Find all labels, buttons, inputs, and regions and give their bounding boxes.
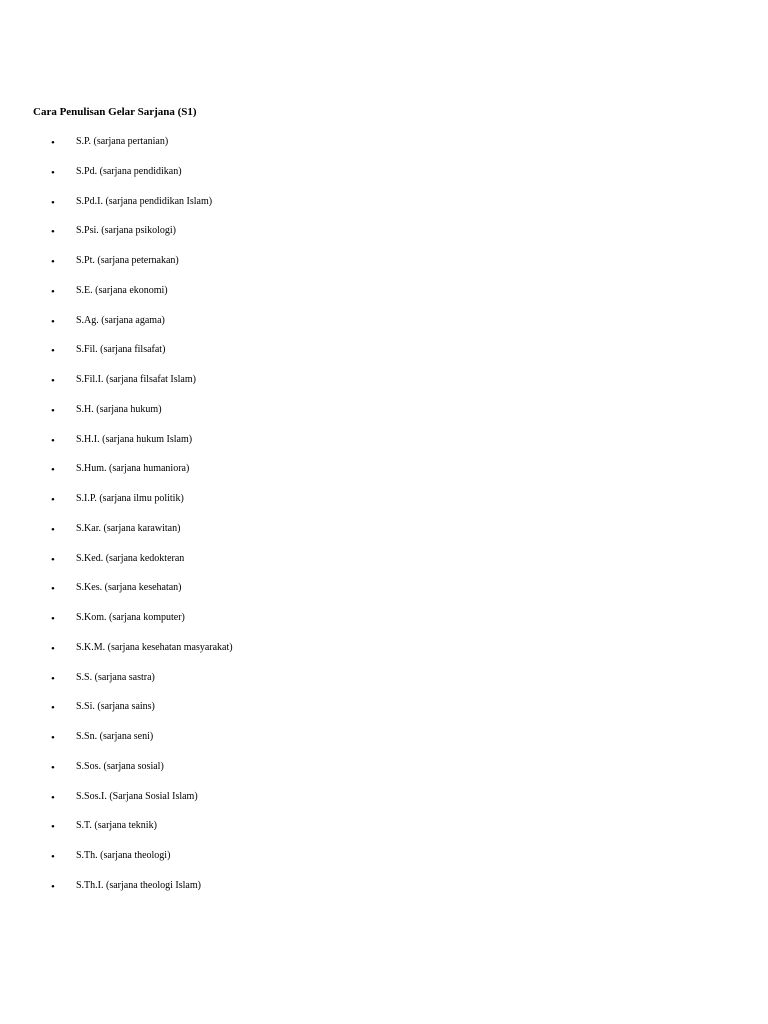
degree-item-text: S.Sos.I. (Sarjana Sosial Islam) <box>76 790 198 802</box>
bullet-icon: • <box>51 345 55 358</box>
bullet-icon: • <box>51 851 55 863</box>
list-item <box>0 549 400 579</box>
list-item <box>0 459 400 489</box>
degree-list <box>0 132 400 906</box>
bullet-icon: • <box>51 821 55 834</box>
list-item <box>0 668 400 698</box>
list-item <box>0 400 400 430</box>
bullet-icon: • <box>51 166 55 179</box>
degree-item-text: S.Pt. (sarjana peternakan) <box>76 255 179 266</box>
bullet-icon: • <box>51 583 55 596</box>
bullet-icon: • <box>51 315 55 328</box>
list-item <box>0 697 400 727</box>
list-item <box>0 340 400 370</box>
degree-item-text: S.Psi. (sarjana psikologi) <box>76 225 176 237</box>
document-heading: Cara Penulisan Gelar Sarjana (S1) <box>33 106 197 118</box>
degree-item-text: S.Pd. (sarjana pendidikan) <box>76 165 182 177</box>
bullet-icon: • <box>51 285 55 298</box>
degree-item-text: S.Sn. (sarjana seni) <box>76 731 154 742</box>
bullet-icon: • <box>51 404 55 417</box>
degree-item-text: S.P. (sarjana pertanian) <box>76 136 169 147</box>
bullet-icon: • <box>51 494 55 506</box>
list-item <box>0 221 400 251</box>
list-item <box>0 311 400 341</box>
degree-item-text: S.K.M. (sarjana kesehatan masyarakat) <box>76 641 233 653</box>
degree-item-text: S.Ag. (sarjana agama) <box>76 314 165 326</box>
list-item <box>0 787 400 817</box>
bullet-icon: • <box>51 642 55 655</box>
degree-item-text: S.T. (sarjana teknik) <box>76 820 157 832</box>
bullet-icon: • <box>51 761 55 774</box>
degree-item-text: S.E. (sarjana ekonomi) <box>76 284 168 296</box>
list-item <box>0 757 400 787</box>
bullet-icon: • <box>51 613 55 625</box>
degree-item-text: S.Pd.I. (sarjana pendidikan Islam) <box>76 195 213 207</box>
list-item <box>0 132 400 162</box>
degree-item-text: S.Kom. (sarjana komputer) <box>76 612 185 623</box>
list-item <box>0 192 400 222</box>
list-item <box>0 578 400 608</box>
bullet-icon: • <box>51 226 55 239</box>
degree-item-text: S.S. (sarjana sastra) <box>76 671 155 683</box>
degree-item-text: S.Fil.I. (sarjana filsafat Islam) <box>76 374 196 385</box>
list-item <box>0 489 400 519</box>
list-item <box>0 519 400 549</box>
degree-item-text: S.Kes. (sarjana kesehatan) <box>76 582 182 594</box>
degree-item-text: S.Th. (sarjana theologi) <box>76 850 171 861</box>
list-item <box>0 876 400 906</box>
degree-item-text: S.Kar. (sarjana karawitan) <box>76 522 181 534</box>
degree-item-text: S.Sos. (sarjana sosial) <box>76 760 164 772</box>
list-item <box>0 370 400 400</box>
bullet-icon: • <box>51 672 55 685</box>
bullet-icon: • <box>51 791 55 804</box>
degree-item-text: S.Si. (sarjana sains) <box>76 701 155 713</box>
bullet-icon: • <box>51 553 55 566</box>
bullet-icon: • <box>51 702 55 715</box>
list-item <box>0 430 400 460</box>
bullet-icon: • <box>51 523 55 536</box>
degree-item-text: S.H. (sarjana hukum) <box>76 403 162 415</box>
bullet-icon: • <box>51 375 55 387</box>
list-item <box>0 608 400 638</box>
bullet-icon: • <box>51 880 55 893</box>
bullet-icon: • <box>51 256 55 268</box>
degree-item-text: S.Fil. (sarjana filsafat) <box>76 344 166 356</box>
list-item <box>0 638 400 668</box>
bullet-icon: • <box>51 196 55 209</box>
bullet-icon: • <box>51 434 55 447</box>
list-item <box>0 162 400 192</box>
degree-item-text: S.Hum. (sarjana humaniora) <box>76 463 190 475</box>
degree-item-text: S.I.P. (sarjana ilmu politik) <box>76 493 184 504</box>
list-item <box>0 846 400 876</box>
degree-item-text: S.H.I. (sarjana hukum Islam) <box>76 433 193 445</box>
bullet-icon: • <box>51 137 55 149</box>
list-item <box>0 281 400 311</box>
bullet-icon: • <box>51 732 55 744</box>
degree-item-text: S.Th.I. (sarjana theologi Islam) <box>76 879 201 891</box>
bullet-icon: • <box>51 464 55 477</box>
degree-item-text: S.Ked. (sarjana kedokteran <box>76 552 185 564</box>
list-item <box>0 251 400 281</box>
list-item <box>0 816 400 846</box>
list-item <box>0 727 400 757</box>
